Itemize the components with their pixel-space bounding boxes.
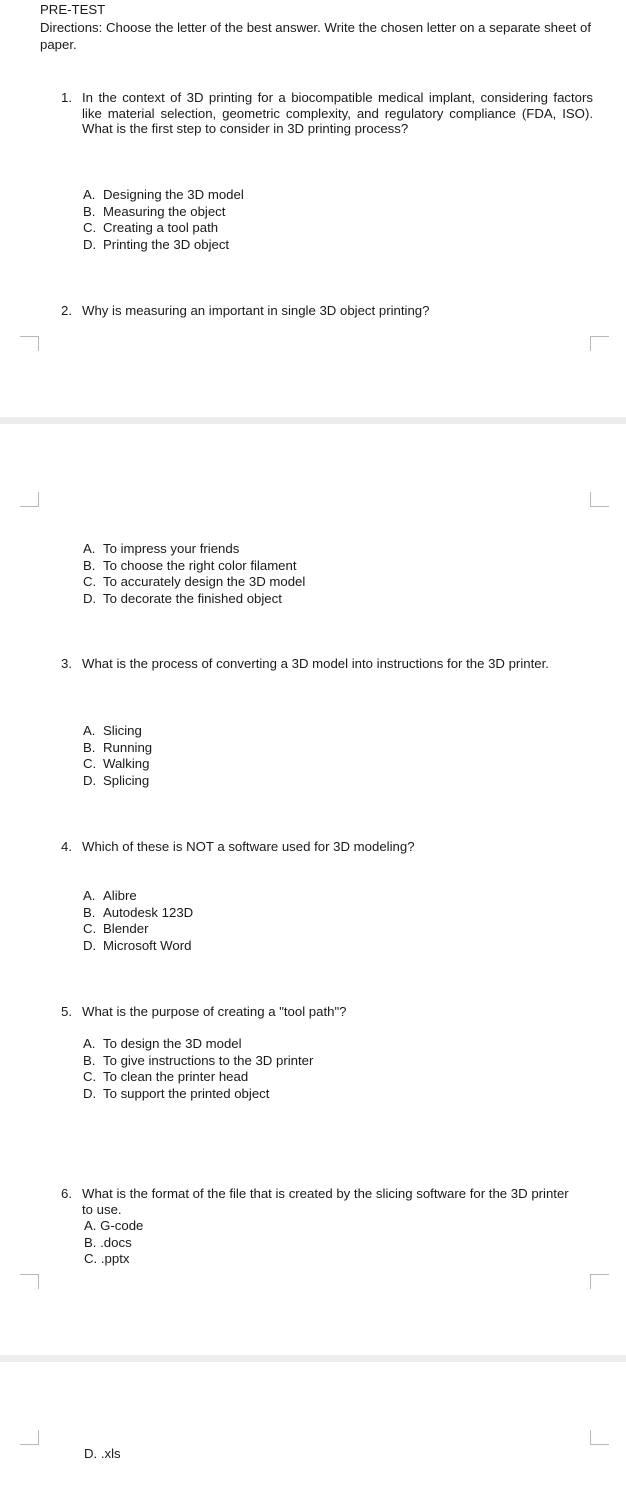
option-d[interactable]: D. Microsoft Word	[83, 937, 192, 953]
question-4	[61, 839, 593, 855]
question-number: 5.	[61, 1004, 72, 1019]
question-number: 1.	[61, 90, 72, 105]
question-text: What is the purpose of creating a "tool path"?	[82, 1004, 347, 1019]
option-c[interactable]: C. Creating a tool path	[83, 220, 219, 236]
option-a[interactable]: A. Slicing	[83, 723, 142, 738]
page-corner-mark	[590, 1430, 609, 1445]
question-1	[61, 90, 593, 137]
question-2	[61, 303, 593, 319]
page-break-divider	[0, 417, 626, 424]
question-6	[61, 1186, 569, 1217]
directions-text: Directions: Choose the letter of the best answer. Write the chosen letter on a separate sheet of paper.	[40, 20, 592, 52]
option-a[interactable]: A. To impress your friends	[83, 541, 240, 556]
options-q6	[84, 1218, 143, 1268]
question-number: 6.	[61, 1186, 72, 1201]
option-d[interactable]: D. To support the printed object	[83, 1085, 270, 1101]
option-b[interactable]: B. Measuring the object	[83, 203, 226, 219]
option-d[interactable]: D. Splicing	[83, 772, 150, 788]
question-3	[61, 656, 606, 672]
question-number: 2.	[61, 303, 72, 318]
option-c[interactable]: C. To clean the printer head	[83, 1069, 249, 1085]
option-b[interactable]: B. .docs	[84, 1234, 132, 1250]
question-text: What is the format of the file that is created by the slicing software for the 3D printer to use.	[82, 1186, 569, 1217]
options-q3	[83, 723, 152, 789]
option-c[interactable]: C. Walking	[83, 756, 150, 772]
option-d[interactable]: D. .xls	[84, 1446, 121, 1461]
question-number: 4.	[61, 839, 72, 854]
option-b[interactable]: B. To give instructions to the 3D printer	[83, 1052, 314, 1068]
option-b[interactable]: B. Autodesk 123D	[83, 904, 194, 920]
page-corner-mark	[20, 336, 39, 351]
option-a[interactable]: A. To design the 3D model	[83, 1036, 242, 1051]
page-corner-mark	[20, 1430, 39, 1445]
page-title: PRE-TEST	[40, 2, 106, 17]
option-a[interactable]: A. Designing the 3D model	[83, 187, 244, 202]
option-a[interactable]: A. G-code	[84, 1218, 144, 1233]
option-c[interactable]: C. To accurately design the 3D model	[83, 574, 306, 590]
option-d[interactable]: D. Printing the 3D object	[83, 236, 230, 252]
question-text: Why is measuring an important in single 3D object printing?	[82, 303, 430, 318]
option-b[interactable]: B. To choose the right color filament	[83, 557, 297, 573]
question-text: Which of these is NOT a software used for 3D modeling?	[82, 839, 415, 854]
option-a[interactable]: A. Alibre	[83, 888, 137, 903]
option-c[interactable]: C. .pptx	[84, 1251, 130, 1267]
question-number: 3.	[61, 656, 72, 671]
page-corner-mark	[590, 336, 609, 351]
page-corner-mark	[590, 1274, 609, 1289]
question-text: In the context of 3D printing for a biocompatible medical implant, considering factors like material selection, geometric complexity, and regulatory compliance (FDA, ISO). What is the first step to consider in 3D printing process?	[82, 90, 593, 136]
options-q4	[83, 888, 193, 954]
options-q1	[83, 187, 244, 253]
page-corner-mark	[20, 1274, 39, 1289]
option-b[interactable]: B. Running	[83, 739, 153, 755]
question-text: What is the process of converting a 3D model into instructions for the 3D printer.	[82, 656, 549, 671]
question-5	[61, 1004, 593, 1020]
option-c[interactable]: C. Blender	[83, 921, 149, 937]
page-break-divider	[0, 1355, 626, 1362]
option-d[interactable]: D. To decorate the finished object	[83, 590, 282, 606]
options-q2	[83, 541, 305, 607]
options-q5	[83, 1036, 313, 1102]
page-corner-mark	[20, 492, 39, 507]
page-corner-mark	[590, 492, 609, 507]
options-q6-continued	[84, 1446, 121, 1463]
